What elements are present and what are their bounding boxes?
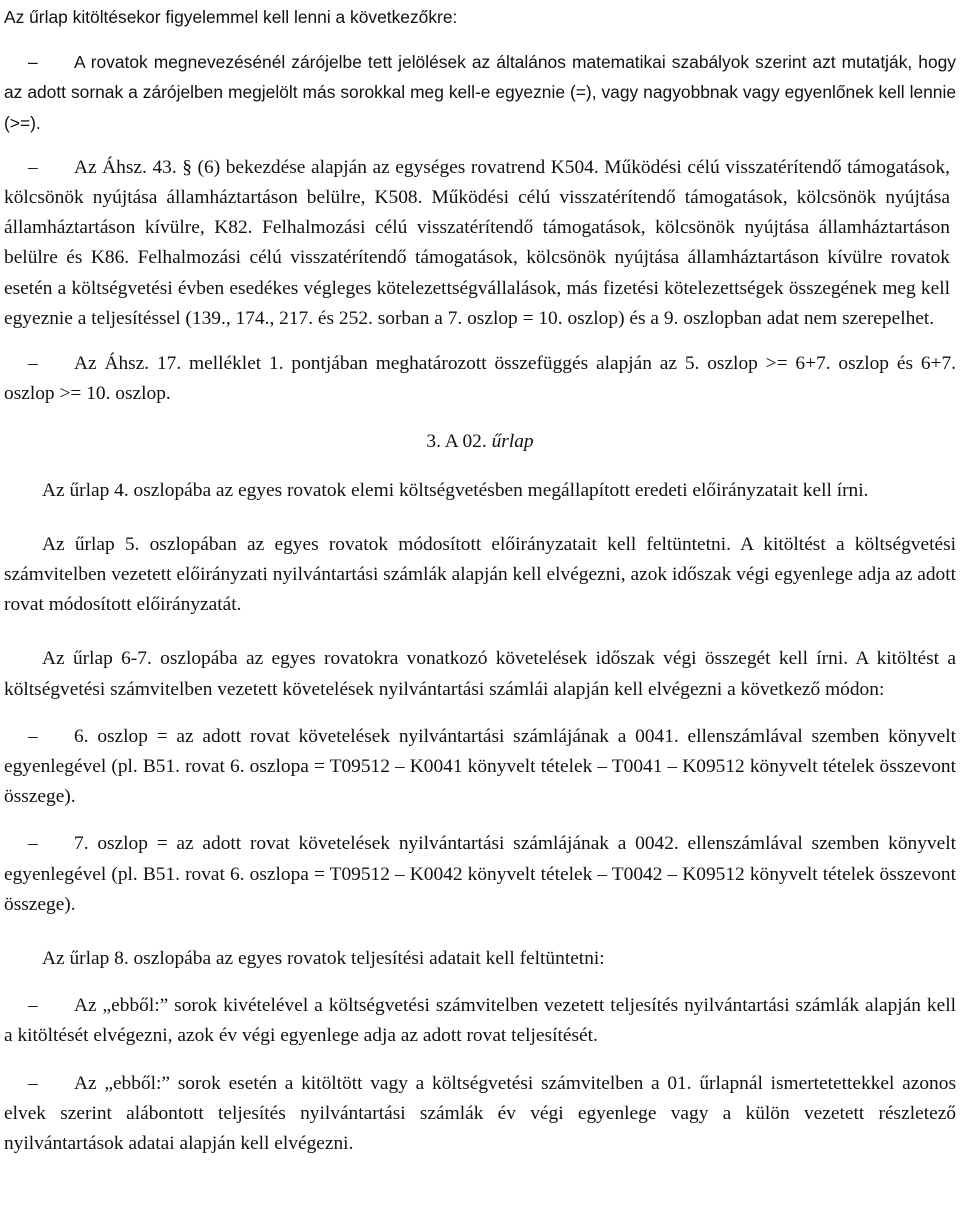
paragraph-col5: Az űrlap 5. oszlopában az egyes rovatok módosított előirányzatait kell feltüntetni. A kitöltést a költségvetési számvitelben vezetett előirányzati nyilvántartási számlák alapján kell elvégezni, azok időszak végi egyenlege adja az adott rovat módosított előirányzatát. (4, 533, 956, 616)
dash-marker: – (28, 156, 38, 178)
paragraph-col67: Az űrlap 6-7. oszlopába az egyes rovatokra vonatkozó követelések időszak végi összegét kell írni. A kitöltést a költségvetési számvitelben vezetett követelések nyilvántartási számlái alapján kell elvégezni a következő módon: (4, 648, 956, 700)
dash-marker: – (28, 995, 38, 1017)
dash-marker: – (28, 353, 38, 375)
list-item-text: 7. oszlop = az adott rovat követelések nyilvántartási számlájának a 0042. ellenszámlával szemben könyvelt egyenlegével (pl. B51. rovat 6. oszlopa = T09512 – K0042 könyvelt tételek – T0042 – K09512 könyvelt tételek összevont összege). (4, 833, 956, 915)
dash-marker: – (28, 725, 38, 747)
section-title (4, 427, 956, 457)
dash-marker: – (28, 1072, 38, 1094)
list-item-text: 6. oszlop = az adott rovat követelések nyilvántartási számlájának a 0041. ellenszámlával szemben könyvelt egyenlegével (pl. B51. rovat 6. oszlopa = T09512 – K0041 könyvelt tételek – T0041 – K09512 könyvelt tételek összevont összege). (4, 725, 956, 808)
list-item-text: Az Áhsz. 43. § (6) bekezdése alapján az egységes rovatrend K504. Működési célú visszatérítendő támogatások, kölcsönök nyújtása államháztartáson belülre, K508. Működési célú visszatérítendő támogatások, kölcsönök nyújtása államháztartáson kívülre, K82. Felhalmozási célú visszatérítendő támogatások, kölcsönök nyújtása államháztartáson belülre és K86. Felhalmozási célú visszatérítendő támogatások, kölcsönök nyújtása államháztartáson kívülre rovatok esetén a költségvetési évben esedékes végleges kötelezettségvállalások, más fizetési kötelezettségek összegének meg kell egyeznie a teljesítéssel (139., 174., 217. és 252. sorban a 7. oszlop = 10. oszlop) és a 9. oszlopban adat nem szerepelhet. (4, 156, 950, 329)
section-number: 3. A 02. (426, 431, 492, 453)
section-title-text: űrlap (491, 431, 534, 453)
list-item-text: Az Áhsz. 17. melléklet 1. pontjában meghatározott összefüggés alapján az 5. oszlop >= 6+7. oszlop és 6+7. oszlop >= 10. oszlop. (4, 353, 956, 405)
list-item (4, 991, 956, 1051)
list-item-text: A rovatok megnevezésénél zárójelbe tett jelölések az általános matematikai szabályok szerint azt mutatják, hogy az adott sornak a zárójelben megjelölt más sorokkal meg kell-e egyeznie (=), vagy nagyobbnak vagy egyenlőnek kell lennie (>=). (4, 52, 956, 133)
paragraph-col8: Az űrlap 8. oszlopába az egyes rovatok teljesítési adatait kell feltüntetni: (42, 948, 605, 970)
list-item (4, 722, 956, 813)
dash-marker: – (28, 52, 38, 73)
list-item (4, 47, 956, 138)
list-item (4, 153, 956, 334)
list-item (4, 829, 956, 920)
list-item (4, 349, 956, 409)
paragraph-col4: Az űrlap 4. oszlopába az egyes rovatok elemi költségvetésben megállapított eredeti előirányzatait kell írni. (42, 479, 869, 501)
instructions-heading: Az űrlap kitöltésekor figyelemmel kell lenni a következőkre: (4, 7, 458, 27)
dash-marker: – (28, 833, 38, 855)
list-item-text: Az „ebből:” sorok esetén a kitöltött vagy a költségvetési számvitelben a 01. űrlapnál ismertetettekkel azonos elvek szerint alábontott teljesítés nyilvántartási számlák év végi egyenlege vagy a külön vezetett részletező nyilvántartások adatai alapján kell elvégezni. (4, 1072, 956, 1155)
list-item (4, 1069, 956, 1160)
list-item-text: Az „ebből:” sorok kivételével a költségvetési számvitelben vezetett teljesítés nyilvántartási számlák alapján kell a kitöltését elvégezni, azok év végi egyenlege adja az adott rovat teljesítését. (4, 995, 956, 1047)
